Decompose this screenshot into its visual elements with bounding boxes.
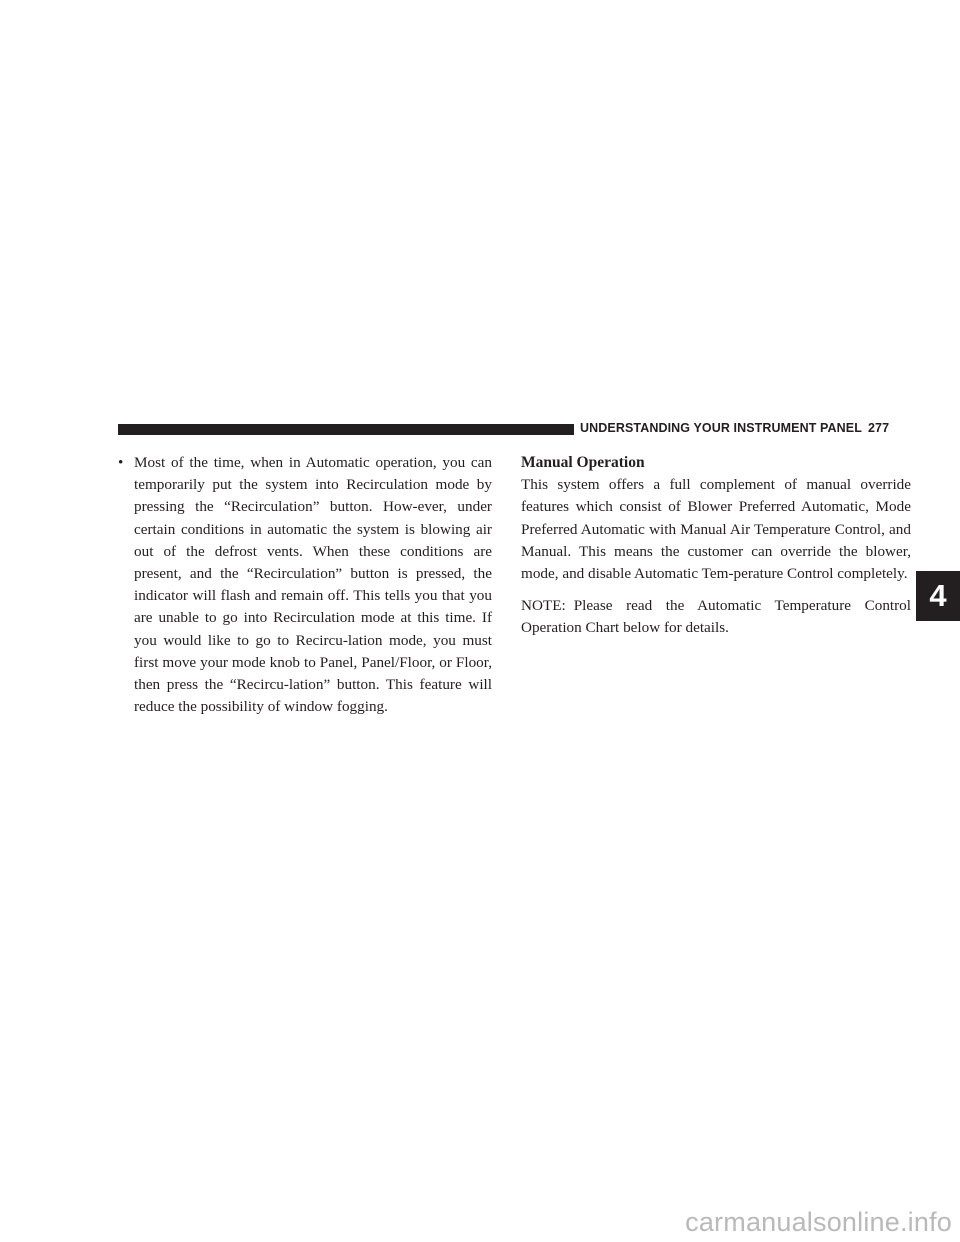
- left-column: [118, 452, 492, 718]
- note-block: [521, 595, 911, 639]
- section-heading: Manual Operation: [521, 454, 645, 471]
- chapter-tab: 4: [916, 571, 960, 621]
- bullet-item: [118, 452, 492, 718]
- running-header: [580, 421, 889, 435]
- section-title: UNDERSTANDING YOUR INSTRUMENT PANEL: [580, 421, 862, 435]
- right-column: [521, 452, 911, 640]
- page-number: 277: [867, 421, 890, 435]
- note-text: Please read the Automatic Temperature Control Operation Chart below for details.: [521, 597, 911, 637]
- bullet-icon: •: [118, 454, 124, 471]
- watermark: carmanualsonline.info: [685, 1207, 952, 1237]
- note-label: NOTE:: [521, 597, 566, 615]
- header-rule: [118, 424, 574, 435]
- body-paragraph: This system offers a full complement of manual override features which consist of Blower Preferred Automatic, Mode Preferred Automatic with Manual Air Temperature Control, and Manual. This means the customer can override the blower, mode, and disable Automatic Tem-perature Control completely.: [521, 476, 911, 583]
- bullet-text: Most of the time, when in Automatic operation, you can temporarily put the system into Recirculation mode by pressing the “Recirculation” button. How-ever, under certain conditions in automatic the system is blowing air out of the defrost vents. When these conditions are present, and the “Recirculation” button is pressed, the indicator will flash and remain off. This tells you that you are unable to go into Recirculation mode at this time. If you would like to go to Recircu-lation mode, you must first move your mode knob to Panel, Panel/Floor, or Floor, then press the “Recircu-lation” button. This feature will reduce the possibility of window fogging.: [134, 454, 492, 716]
